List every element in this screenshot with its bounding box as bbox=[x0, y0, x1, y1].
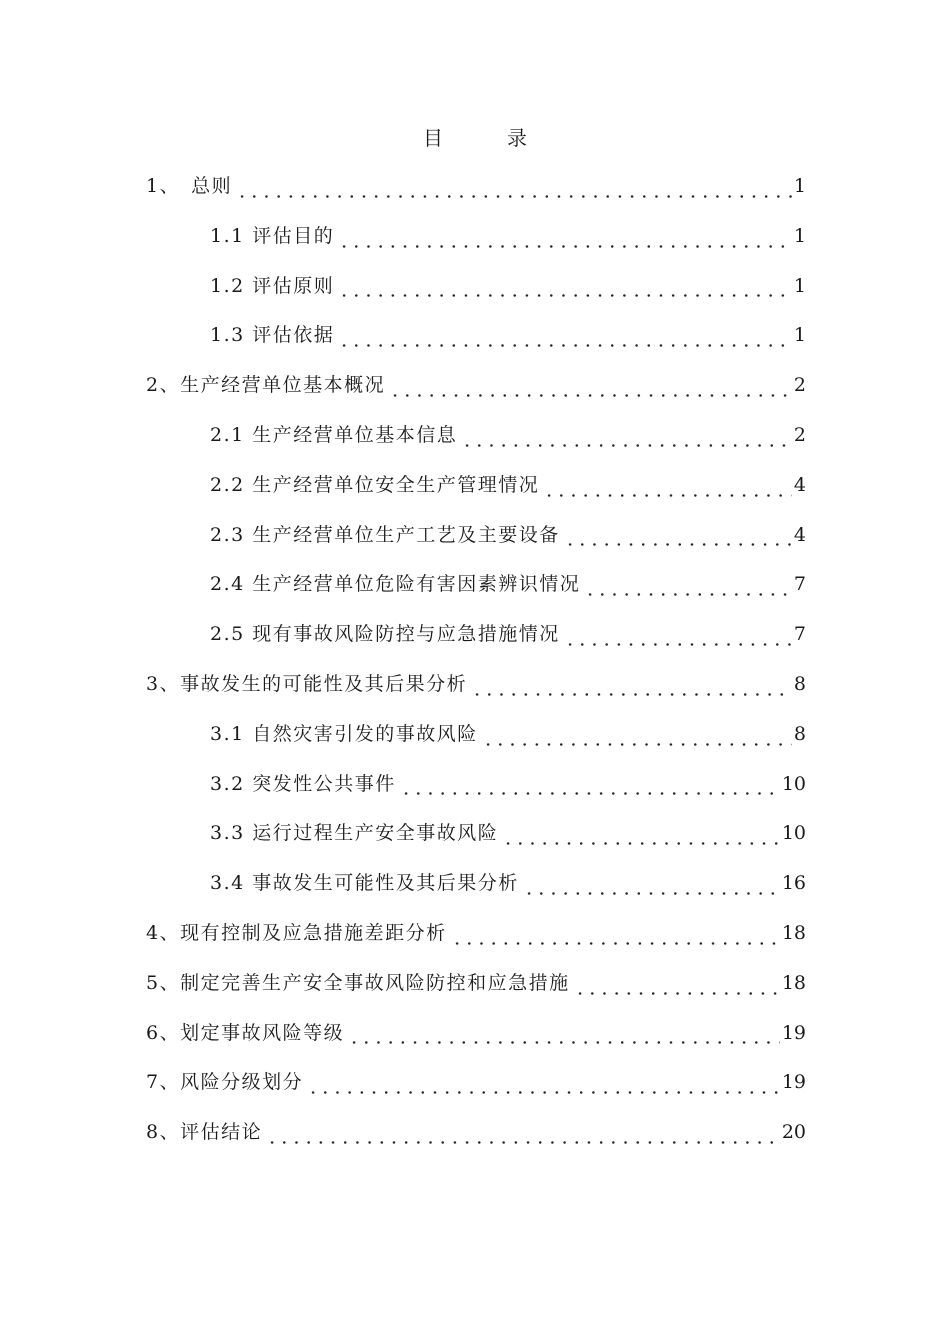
toc-entry-text: 5、制定完善生产安全事故风险防控和应急措施 bbox=[146, 971, 570, 994]
toc-page-number: 19 bbox=[781, 1021, 806, 1044]
toc-entry-section[interactable] bbox=[146, 813, 806, 863]
toc-entry-text: 3.1 自然灾害引发的事故风险 bbox=[210, 722, 478, 745]
dot-leader bbox=[236, 183, 792, 203]
toc-entry-text: 1.1 评估目的 bbox=[210, 224, 335, 247]
toc-entry-section[interactable] bbox=[146, 714, 806, 764]
toc-entry-section[interactable] bbox=[146, 266, 806, 316]
toc-entry-text: 3.3 运行过程生产安全事故风险 bbox=[210, 822, 499, 845]
toc-entry-chapter[interactable] bbox=[146, 963, 806, 1013]
toc-page-number: 1 bbox=[793, 324, 806, 347]
toc-entry-section[interactable] bbox=[146, 764, 806, 814]
toc-entry-section[interactable] bbox=[146, 465, 806, 515]
toc-page-number: 20 bbox=[781, 1121, 806, 1144]
toc-entry-text: 2.4 生产经营单位危险有害因素辨识情况 bbox=[210, 573, 581, 596]
toc-entry-text: 2、生产经营单位基本概况 bbox=[146, 374, 386, 397]
toc-page-number: 8 bbox=[793, 672, 806, 695]
toc-entry-text: 3、事故发生的可能性及其后果分析 bbox=[146, 672, 468, 695]
toc-page-number: 19 bbox=[781, 1071, 806, 1094]
toc-entry-chapter[interactable] bbox=[146, 913, 806, 963]
toc-title: 目 录 bbox=[423, 126, 549, 150]
toc-entry-text: 2.1 生产经营单位基本信息 bbox=[210, 423, 458, 446]
toc-page-number: 4 bbox=[793, 523, 806, 546]
toc-page-number: 2 bbox=[793, 374, 806, 397]
dot-leader bbox=[338, 332, 792, 352]
toc-entry-chapter[interactable] bbox=[146, 365, 806, 415]
toc-entry-text: 8、评估结论 bbox=[146, 1121, 263, 1144]
toc-page-number: 16 bbox=[781, 872, 806, 895]
dot-leader bbox=[348, 1029, 780, 1049]
toc-entry-chapter[interactable] bbox=[146, 1062, 806, 1112]
toc-entry-text: 3.4 事故发生可能性及其后果分析 bbox=[210, 872, 519, 895]
toc-entry-chapter[interactable] bbox=[146, 166, 806, 216]
dot-leader bbox=[471, 681, 792, 701]
toc-entry-section[interactable] bbox=[146, 564, 806, 614]
toc-entry-section[interactable] bbox=[146, 415, 806, 465]
toc-page-number: 1 bbox=[793, 224, 806, 247]
dot-leader bbox=[461, 432, 792, 452]
toc-entry-text: 2.5 现有事故风险防控与应急措施情况 bbox=[210, 623, 560, 646]
dot-leader bbox=[338, 233, 792, 253]
dot-leader bbox=[266, 1129, 780, 1149]
toc-entry-section[interactable] bbox=[146, 863, 806, 913]
toc-entry-text: 1、 总则 bbox=[146, 175, 233, 197]
dot-leader bbox=[338, 282, 792, 302]
toc-entry-text: 7、风险分级划分 bbox=[146, 1071, 304, 1094]
dot-leader bbox=[564, 631, 792, 651]
dot-leader bbox=[564, 531, 792, 551]
toc-page-number: 1 bbox=[793, 175, 806, 197]
dot-leader bbox=[389, 382, 792, 402]
toc-entry-text: 2.3 生产经营单位生产工艺及主要设备 bbox=[210, 523, 560, 546]
dot-leader bbox=[574, 980, 780, 1000]
toc-page-number: 2 bbox=[793, 423, 806, 446]
toc-page-number: 10 bbox=[781, 822, 806, 845]
dot-leader bbox=[523, 880, 780, 900]
toc-page-number: 8 bbox=[793, 722, 806, 745]
toc-page-number: 1 bbox=[793, 274, 806, 297]
toc-page-number: 18 bbox=[781, 971, 806, 994]
dot-leader bbox=[584, 581, 792, 601]
toc-entry-text: 1.3 评估依据 bbox=[210, 324, 335, 347]
dot-leader bbox=[307, 1079, 780, 1099]
toc-entry-text: 6、划定事故风险等级 bbox=[146, 1021, 345, 1044]
toc-entry-section[interactable] bbox=[146, 315, 806, 365]
toc-entry-chapter[interactable] bbox=[146, 1112, 806, 1162]
toc-entry-text: 4、现有控制及应急措施差距分析 bbox=[146, 921, 447, 944]
dot-leader bbox=[543, 482, 792, 502]
toc-entry-chapter[interactable] bbox=[146, 1013, 806, 1063]
dot-leader bbox=[502, 830, 780, 850]
toc-entry-text: 3.2 突发性公共事件 bbox=[210, 772, 396, 795]
dot-leader bbox=[400, 780, 780, 800]
toc-entry-text: 1.2 评估原则 bbox=[210, 274, 335, 297]
toc-entry-section[interactable] bbox=[146, 614, 806, 664]
table-of-contents bbox=[146, 166, 806, 1162]
toc-entry-section[interactable] bbox=[146, 515, 806, 565]
toc-page-number: 7 bbox=[793, 573, 806, 596]
toc-page-number: 7 bbox=[793, 623, 806, 646]
toc-page-number: 4 bbox=[793, 473, 806, 496]
toc-page-number: 18 bbox=[781, 921, 806, 944]
toc-entry-text: 2.2 生产经营单位安全生产管理情况 bbox=[210, 473, 540, 496]
dot-leader bbox=[482, 731, 792, 751]
dot-leader bbox=[451, 930, 780, 950]
toc-entry-section[interactable] bbox=[146, 216, 806, 266]
toc-entry-chapter[interactable] bbox=[146, 664, 806, 714]
toc-page-number: 10 bbox=[781, 772, 806, 795]
